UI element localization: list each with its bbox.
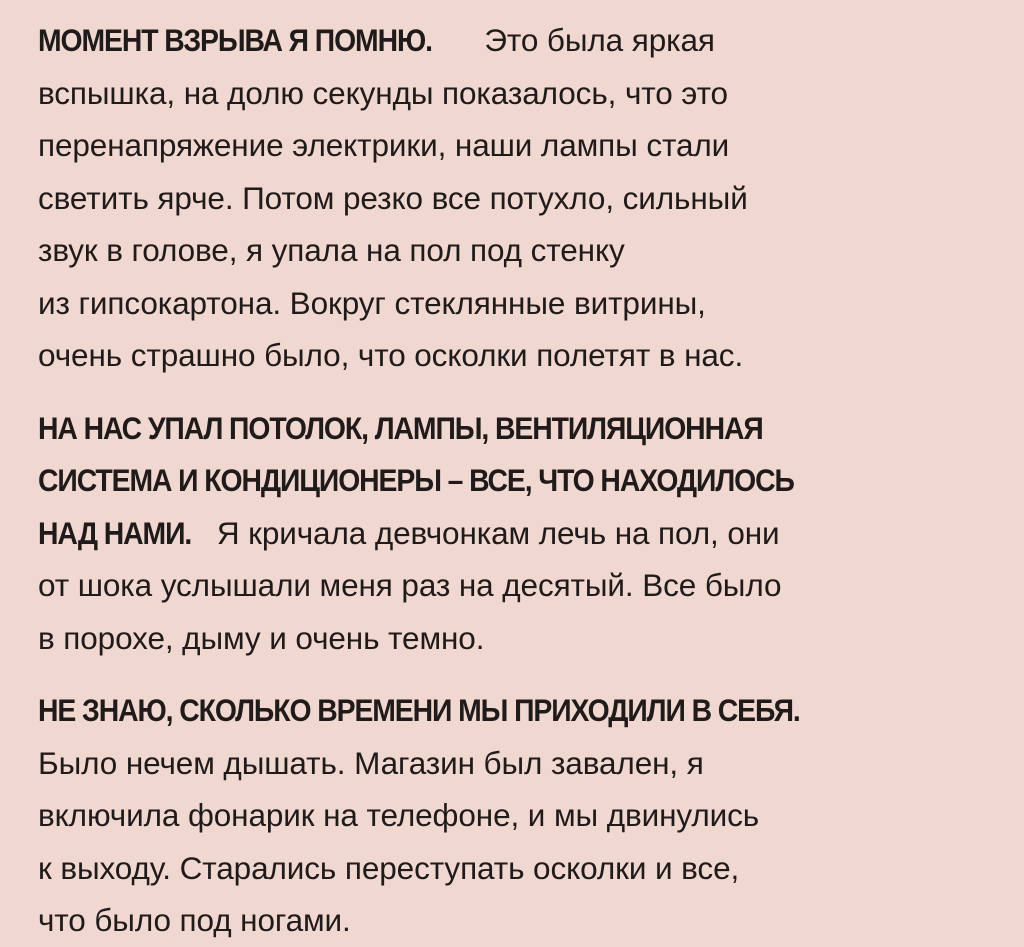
paragraph-2-lead-line-3: НАД НАМИ. — [38, 514, 192, 551]
paragraph-3-line-4: к выходу. Старались переступать осколки и все, — [38, 849, 740, 886]
paragraph-3-line-1 — [38, 684, 988, 737]
paragraph-3 — [38, 684, 988, 947]
paragraph-3-line-3: включила фонарик на телефоне, и мы двинулись — [38, 797, 760, 833]
paragraph-3-line-2: Было нечем дышать. Магазин был завален, я — [38, 744, 704, 781]
paragraph-1-line-2: вспышка, на долю секунды показалось, что это — [38, 74, 728, 111]
paragraph-1-line-3: перенапряжение электрики, наши лампы стали — [38, 127, 730, 163]
paragraph-2-line-2 — [38, 454, 988, 507]
paragraph-2-line-5: в порохе, дыму и очень темно. — [38, 619, 485, 656]
paragraph-2 — [38, 402, 988, 665]
paragraph-3-lead: НЕ ЗНАЮ, СКОЛЬКО ВРЕМЕНИ МЫ ПРИХОДИЛИ В СЕБЯ. — [38, 692, 800, 728]
paragraph-3-line-5: что было под ногами. — [38, 902, 351, 938]
paragraph-1-line-5: звук в голове, я упала на пол под стенку — [38, 232, 625, 268]
paragraph-1-lead: МОМЕНТ ВЗРЫВА Я ПОМНЮ. — [38, 22, 432, 58]
paragraph-1 — [38, 14, 988, 382]
paragraph-1-line-6: из гипсокартона. Вокруг стеклянные витрины, — [38, 284, 706, 321]
paragraph-2-line-3 — [38, 507, 988, 560]
paragraph-1-line-4: светить ярче. Потом резко все потухло, сильный — [38, 179, 748, 216]
paragraph-2-lead-line-2: СИСТЕМА И КОНДИЦИОНЕРЫ – ВСЕ, ЧТО НАХОДИЛОСЬ — [38, 462, 794, 498]
paragraph-1-line-1-text: Это была яркая — [475, 22, 715, 58]
paragraph-2-line-4: от шока услышали меня раз на десятый. Все было — [38, 567, 782, 603]
paragraph-2-lead-line-1: НА НАС УПАЛ ПОТОЛОК, ЛАМПЫ, ВЕНТИЛЯЦИОННАЯ — [38, 409, 763, 446]
paragraph-2-line-1 — [38, 402, 988, 455]
paragraph-1-line-7: очень страшно было, что осколки полетят в нас. — [38, 337, 744, 373]
paragraph-1-line-1 — [38, 14, 988, 67]
paragraph-2-line-3-text: Я кричала девчонкам лечь на пол, они — [208, 514, 780, 551]
